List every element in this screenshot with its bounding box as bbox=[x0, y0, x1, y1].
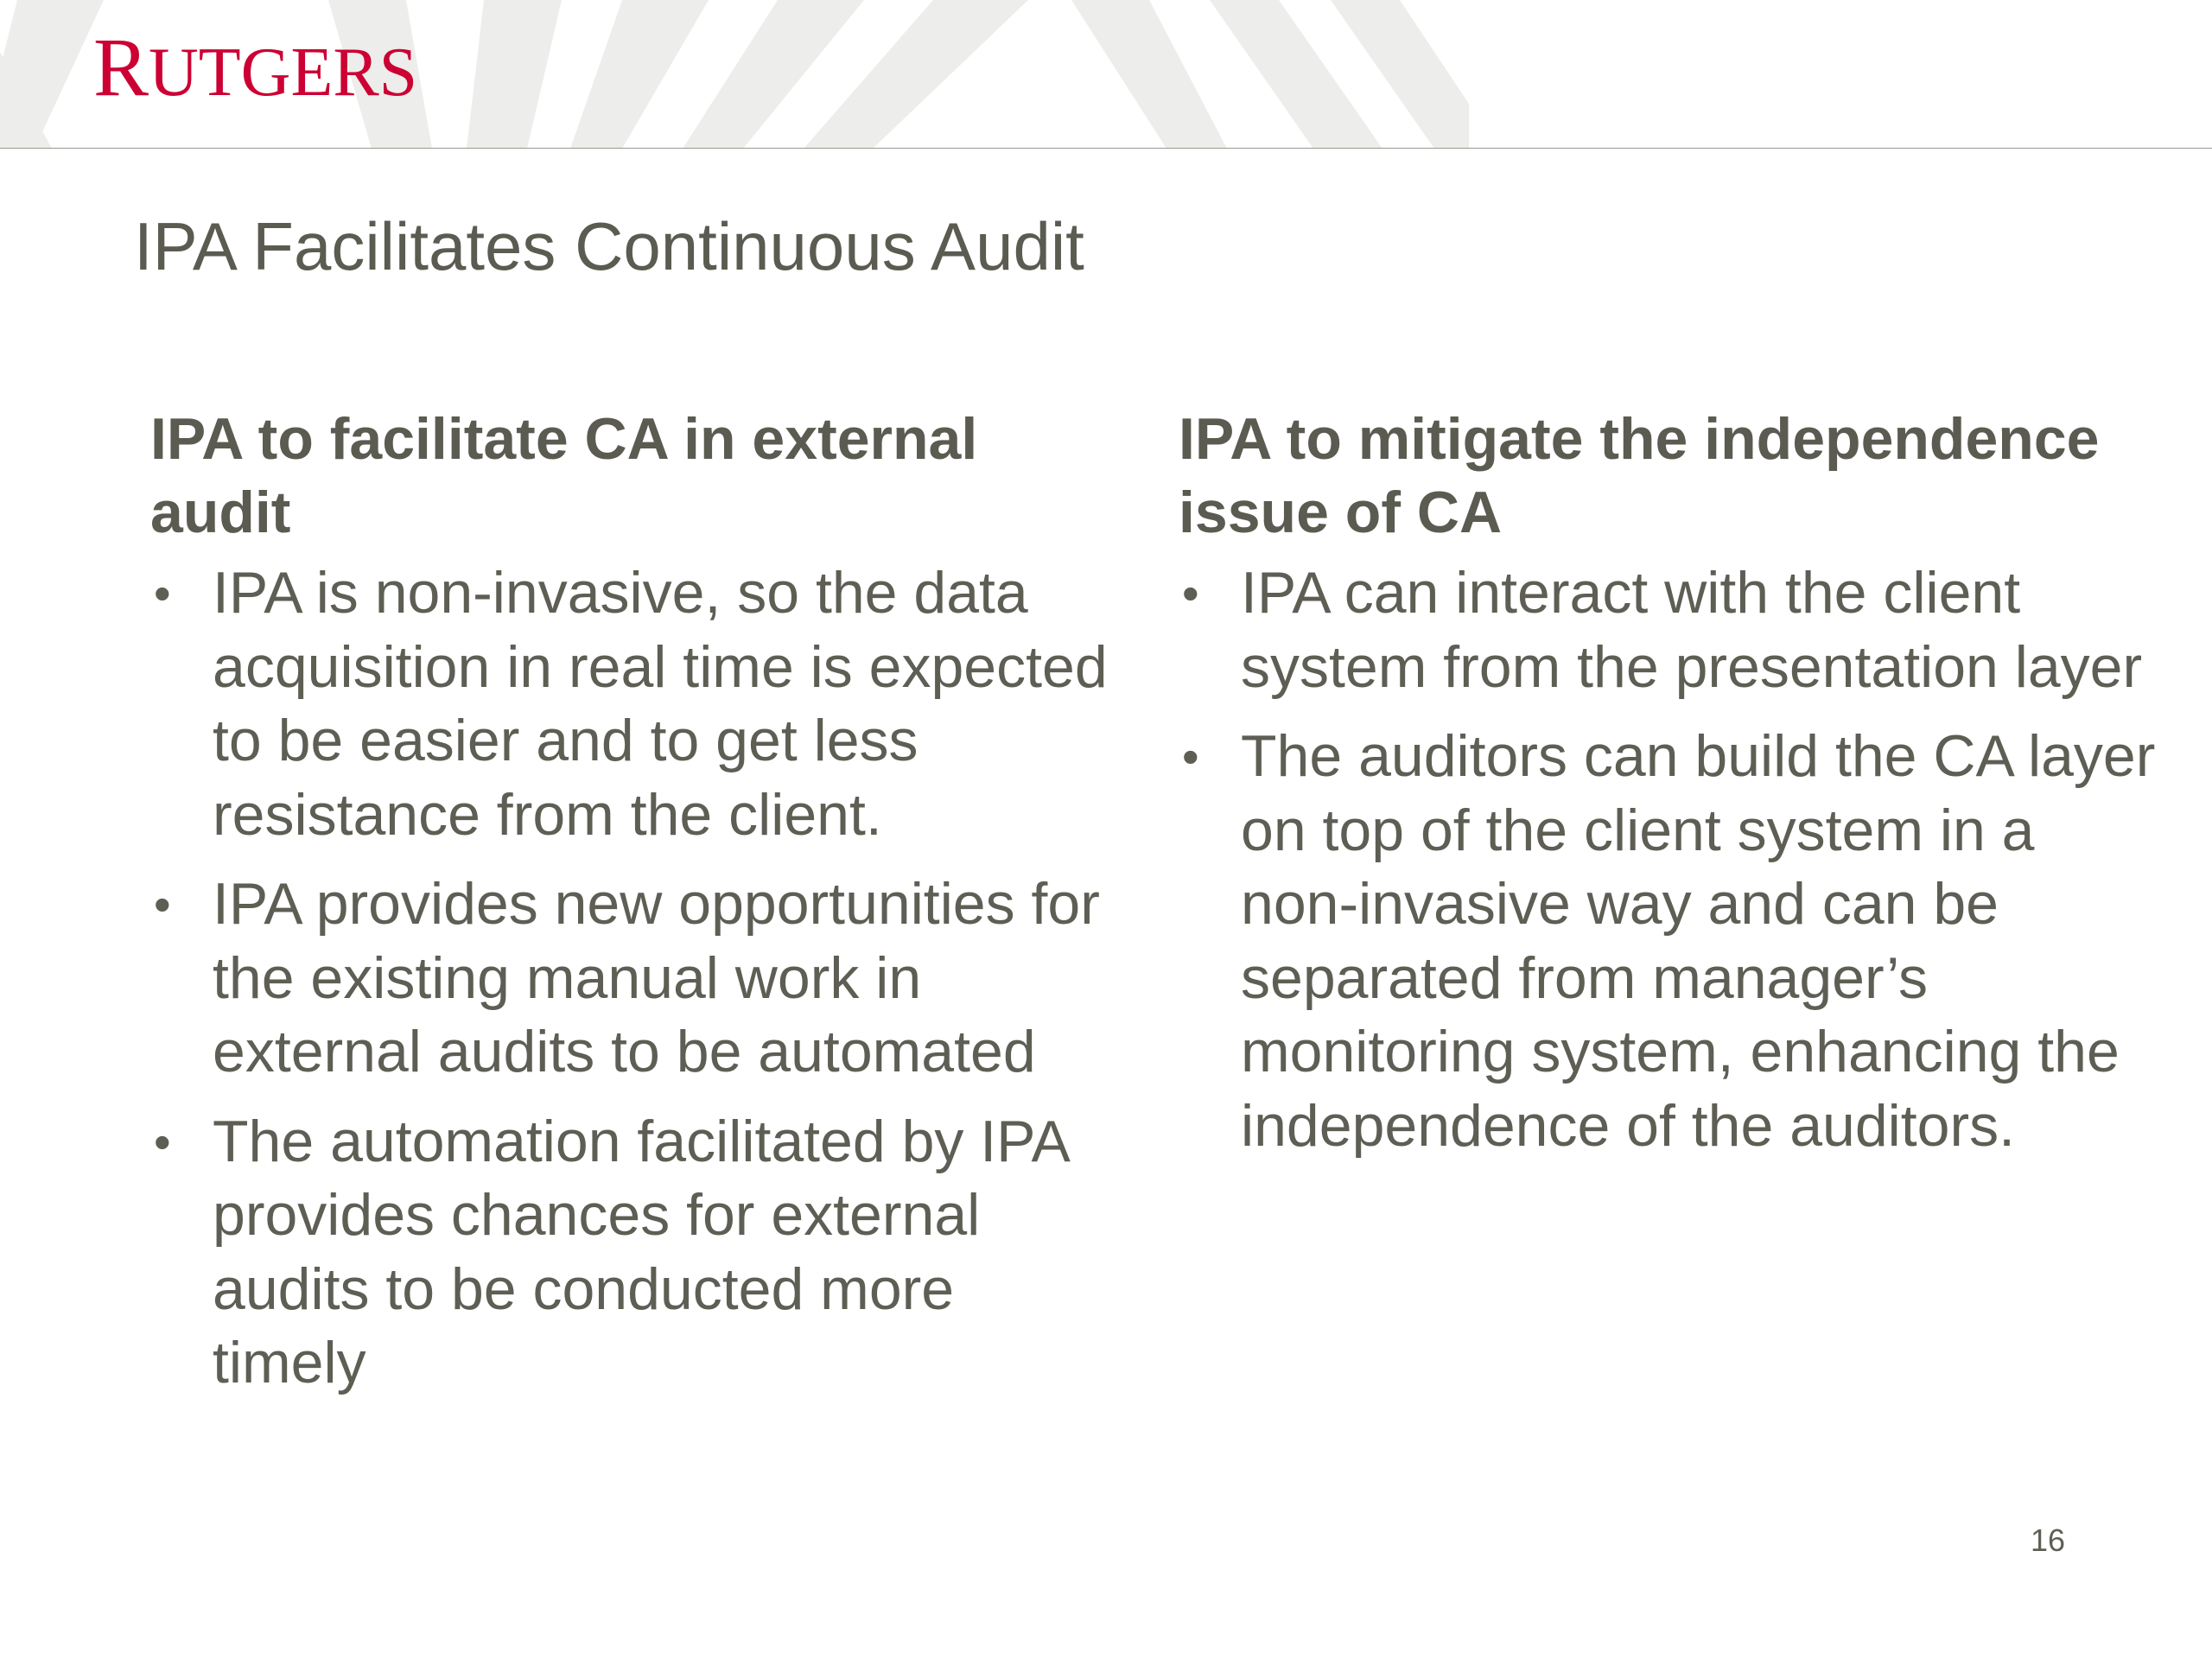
list-item bbox=[1179, 720, 2164, 1163]
bullet-text: IPA can interact with the client system from the presentation layer bbox=[1241, 560, 2143, 700]
slide-title: IPA Facilitates Continuous Audit bbox=[134, 208, 1084, 284]
right-column bbox=[1179, 403, 2164, 1179]
list-item bbox=[150, 868, 1109, 1090]
logo-initial: R bbox=[93, 21, 149, 113]
bullet-icon: • bbox=[154, 566, 171, 620]
list-item bbox=[1179, 556, 2164, 704]
bullet-text: IPA is non-invasive, so the data acquisition in real time is expected to be easier and to get less resistance from the client. bbox=[213, 560, 1108, 848]
right-column-heading: IPA to mitigate the independence issue of CA bbox=[1179, 406, 2100, 545]
header-divider bbox=[0, 148, 2212, 149]
bullet-text: The automation facilitated by IPA provides chances for external audits to be conducted more timely bbox=[213, 1108, 1068, 1395]
bullet-icon: • bbox=[154, 877, 171, 931]
bullet-icon: • bbox=[1182, 566, 1199, 620]
page-number: 16 bbox=[2031, 1522, 2066, 1558]
bullet-text: The auditors can build the CA layer on top of the client system in a non-invasive way and can be separated from manager’s monitoring system, enhancing the independence of the auditors. bbox=[1241, 723, 2156, 1159]
list-item bbox=[150, 1105, 1109, 1401]
rutgers-logo bbox=[93, 21, 418, 113]
left-bullet-list bbox=[150, 556, 1109, 1401]
right-bullet-list bbox=[1179, 556, 2164, 1163]
list-item bbox=[150, 556, 1109, 852]
bullet-text: IPA provides new opportunities for the existing manual work in external audits to be automated bbox=[213, 871, 1100, 1084]
logo-rest: UTGERS bbox=[149, 35, 418, 111]
left-column-heading: IPA to facilitate CA in external audit bbox=[150, 406, 978, 545]
left-column bbox=[150, 403, 1109, 1416]
bullet-icon: • bbox=[154, 1114, 171, 1169]
bullet-icon: • bbox=[1182, 729, 1199, 784]
slide-header bbox=[0, 0, 2212, 149]
